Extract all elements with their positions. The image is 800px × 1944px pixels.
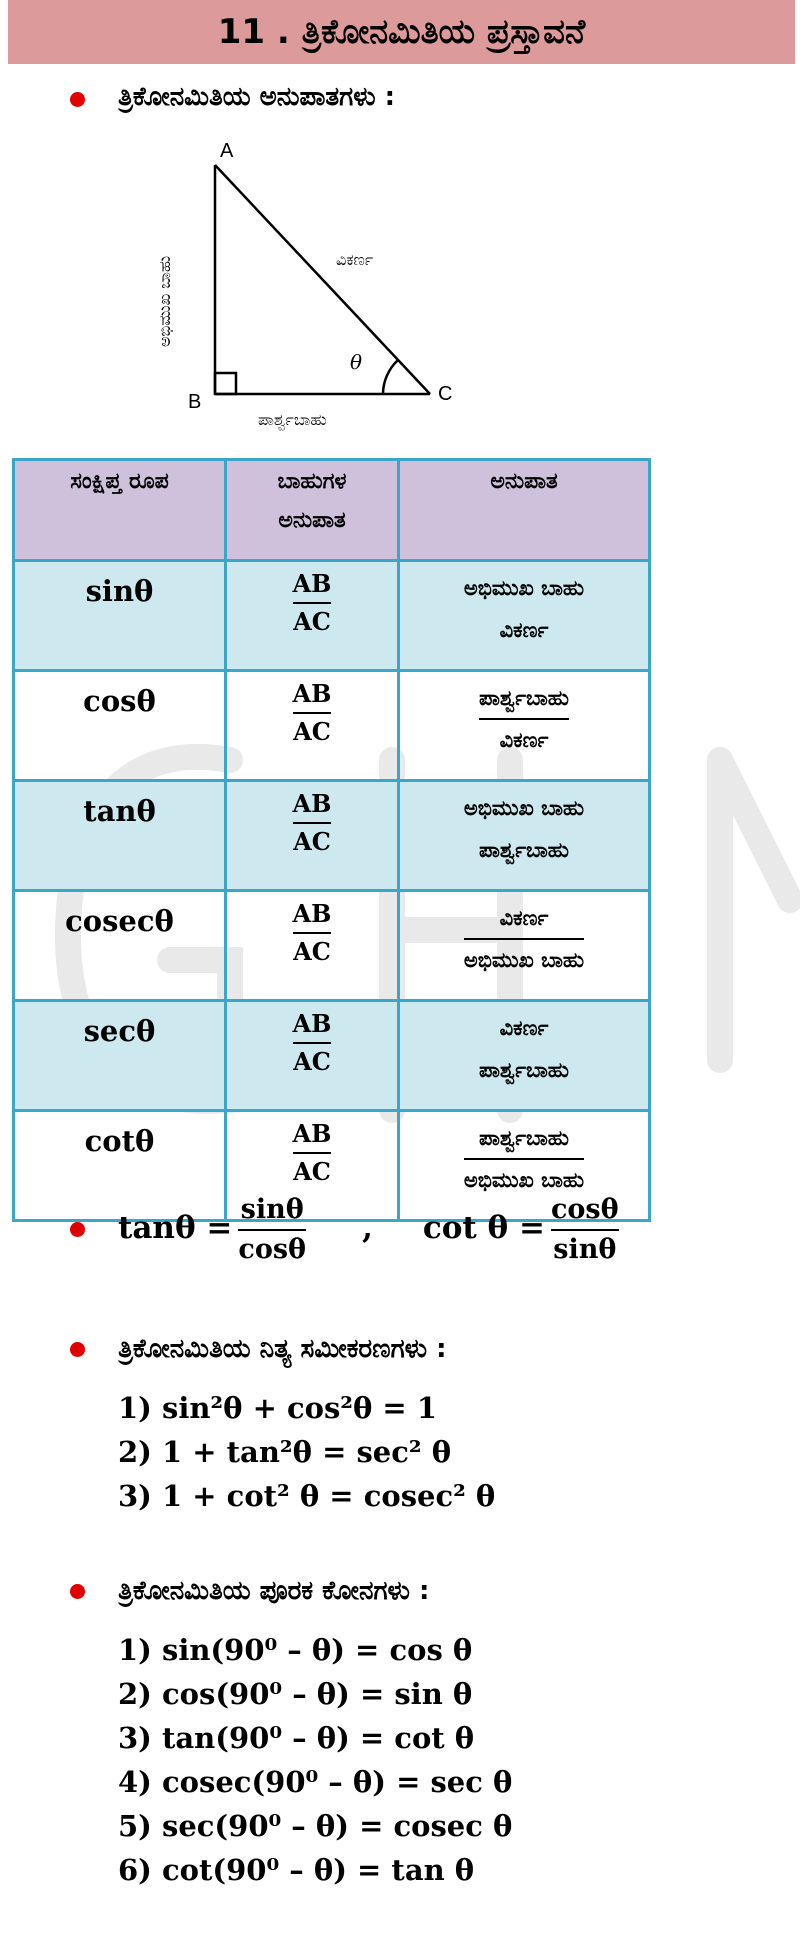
list-item: 1) sin²θ + cos²θ = 1	[118, 1391, 437, 1425]
side-ratio-cell: $\frac{AB}{AC}$	[226, 891, 399, 1001]
identities-list	[118, 1386, 495, 1518]
fn-cell: cosecθ	[14, 891, 226, 1001]
adjacent-side-label: ಪಾರ್ಶ್ವಬಾಹು	[258, 410, 327, 429]
tan-lhs: tanθ =	[118, 1210, 233, 1246]
table-row	[14, 781, 650, 891]
vertex-c: C	[438, 383, 453, 405]
header-short-form: ಸಂಕ್ಷಿಪ್ತ ರೂಪ	[14, 460, 226, 561]
tan-cot-formula	[118, 1188, 619, 1268]
section-heading-complementary: ತ್ರಿಕೋನಮಿತಿಯ ಪೂರಕ ಕೋನಗಳು :	[118, 1576, 430, 1606]
kannada-ratio-cell: ಅಭಿಮುಖ ಬಾಹು ವಿಕರ್ಣ	[399, 561, 650, 671]
bullet-icon	[70, 1342, 85, 1357]
fn-cell: cotθ	[14, 1111, 226, 1221]
list-item: 4) cosec(90⁰ – θ) = sec θ	[118, 1765, 513, 1799]
formula-separator: ,	[362, 1210, 373, 1246]
kannada-ratio-cell: ವಿಕರ್ಣ ಅಭಿಮುಖ ಬಾಹು	[399, 891, 650, 1001]
kannada-ratio-cell: ಪಾರ್ಶ್ವಬಾಹು ಅಭಿಮುಖ ಬಾಹು	[399, 1111, 650, 1221]
table-row	[14, 1001, 650, 1111]
bullet-icon	[70, 1222, 85, 1237]
table-row	[14, 891, 650, 1001]
list-item: 2) cos(90⁰ – θ) = sin θ	[118, 1677, 473, 1711]
vertex-a: A	[220, 140, 234, 162]
side-ratio-cell: $\frac{AB}{AC}$	[226, 781, 399, 891]
cot-fraction: $\frac{\cos\theta}{\sin\theta}$	[550, 1194, 619, 1265]
angle-theta: θ	[350, 350, 363, 374]
fn-cell: cosθ	[14, 671, 226, 781]
kannada-ratio-cell: ವಿಕರ್ಣ ಪಾರ್ಶ್ವಬಾಹು	[399, 1001, 650, 1111]
kannada-ratio-cell: ಅಭಿಮುಖ ಬಾಹು ಪಾರ್ಶ್ವಬಾಹು	[399, 781, 650, 891]
side-ratio-cell: $\frac{AB}{AC}$	[226, 561, 399, 671]
list-item: 2) 1 + tan²θ = sec² θ	[118, 1435, 452, 1469]
table-header-row	[14, 460, 650, 561]
bullet-icon	[70, 92, 85, 107]
list-item: 6) cot(90⁰ – θ) = tan θ	[118, 1853, 475, 1887]
complementary-list	[118, 1628, 512, 1892]
fn-cell: secθ	[14, 1001, 226, 1111]
hypotenuse-label: ವಿಕರ್ಣ	[336, 250, 374, 269]
page-title: 11 . ತ್ರಿಕೋನಮಿತಿಯ ಪ್ರಸ್ತಾವನೆ	[8, 0, 795, 64]
list-item: 3) tan(90⁰ – θ) = cot θ	[118, 1721, 475, 1755]
side-ratio-cell: $\frac{AB}{AC}$	[226, 1001, 399, 1111]
header-ratio: ಅನುಪಾತ	[399, 460, 650, 561]
section-heading-ratios: ತ್ರಿಕೋನಮಿತಿಯ ಅನುಪಾತಗಳು :	[118, 82, 396, 112]
table-row	[14, 561, 650, 671]
kannada-ratio-cell: ಪಾರ್ಶ್ವಬಾಹು ವಿಕರ್ಣ	[399, 671, 650, 781]
right-triangle-diagram	[140, 132, 480, 437]
side-ratio-cell: $\frac{AB}{AC}$	[226, 1111, 399, 1221]
header-side-ratio: ಬಾಹುಗಳ ಅನುಪಾತ	[226, 460, 399, 561]
side-ratio-cell: $\frac{AB}{AC}$	[226, 671, 399, 781]
vertex-b: B	[188, 391, 202, 413]
fn-cell: tanθ	[14, 781, 226, 891]
list-item: 5) sec(90⁰ – θ) = cosec θ	[118, 1809, 513, 1843]
table-row	[14, 671, 650, 781]
list-item: 3) 1 + cot² θ = cosec² θ	[118, 1479, 496, 1513]
bullet-icon	[70, 1584, 85, 1599]
section-heading-identities: ತ್ರಿಕೋನಮಿತಿಯ ನಿತ್ಯ ಸಮೀಕರಣಗಳು :	[118, 1334, 447, 1364]
cot-lhs: cot θ =	[422, 1210, 545, 1246]
fn-cell: sinθ	[14, 561, 226, 671]
tan-fraction: $\frac{\sin\theta}{\cos\theta}$	[238, 1194, 307, 1265]
list-item: 1) sin(90⁰ – θ) = cos θ	[118, 1633, 473, 1667]
ratio-table	[12, 458, 651, 1222]
opposite-side-label: ಅಭಿಮುಖ ಬಾಹು	[155, 255, 174, 347]
